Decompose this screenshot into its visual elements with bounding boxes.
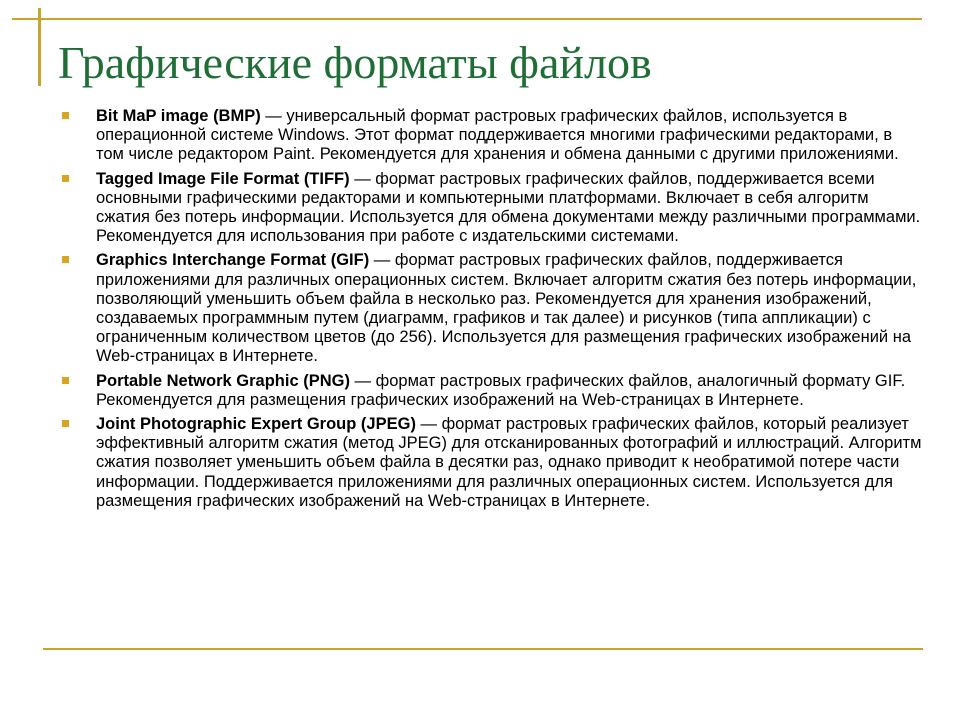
term-png: Portable Network Graphic (PNG) bbox=[96, 371, 350, 390]
square-bullet-icon bbox=[62, 420, 69, 427]
square-bullet-icon bbox=[62, 256, 69, 263]
term-bmp: Bit MaP image (BMP) bbox=[96, 107, 261, 125]
description-tiff: — формат растровых графических файлов, поддерживается всеми основными графическими редакторами и компьютерными платформами. Включает в себя алгоритм сжатия без потерь информации. Используется для обмена документами между различными программами. Рекомендуется для использования при работе с издательскими системами. bbox=[96, 169, 921, 246]
list-item-png bbox=[62, 372, 922, 410]
description-jpeg: — формат растровых графических файлов, который реализует эффективный алгоритм сжатия (метод JPEG) для отсканированных фотографий и иллюстраций. Алгоритм сжатия позволяет уменьшить объем файла в десятки раз, однако приводит к необратимой потере части информации. Поддерживается приложениями для различных операционных систем. Используется для размещения графических изображений на Web-страницах в Интернете. bbox=[96, 415, 922, 510]
term-gif: Graphics Interchange Format (GIF) bbox=[96, 251, 370, 270]
description-png: — формат растровых графических файлов, аналогичный формату GIF. Рекомендуется для размещения графических изображений на Web-страницах в Интернете. bbox=[96, 371, 906, 409]
vertical-accent-line bbox=[38, 8, 41, 86]
bottom-divider bbox=[43, 648, 923, 650]
list-item-gif bbox=[62, 251, 922, 366]
description-bmp: — универсальный формат растровых графических файлов, используется в операционной системе Windows. Этот формат поддерживается многими графическими редакторами, в том числе редактором Paint. Рекомендуется для хранения и обмена данными с другими приложениями. bbox=[96, 107, 899, 164]
term-jpeg: Joint Photographic Expert Group (JPEG) bbox=[96, 415, 416, 434]
term-tiff: Tagged Image File Format (TIFF) bbox=[96, 169, 350, 188]
bullet-list bbox=[62, 107, 922, 516]
list-item-bmp bbox=[62, 107, 922, 165]
list-item-jpeg bbox=[62, 415, 922, 511]
top-divider bbox=[12, 18, 922, 20]
square-bullet-icon bbox=[62, 175, 69, 182]
list-item-tiff bbox=[62, 170, 922, 247]
description-gif: — формат растровых графических файлов, поддерживается приложениями для различных операционных систем. Включает алгоритм сжатия без потерь информации, позволяющий уменьшить объем файла в несколько раз. Рекомендуется для хранения изображений, создаваемых программным путем (диаграмм, графиков и так далее) и рисунков (типа аппликации) с ограниченным количеством цветов (до 256). Используется для размещения графических изображений на Web-страницах в Интернете. bbox=[96, 251, 917, 366]
square-bullet-icon bbox=[62, 112, 69, 119]
square-bullet-icon bbox=[62, 377, 69, 384]
slide-title: Графические форматы файлов bbox=[58, 37, 652, 88]
